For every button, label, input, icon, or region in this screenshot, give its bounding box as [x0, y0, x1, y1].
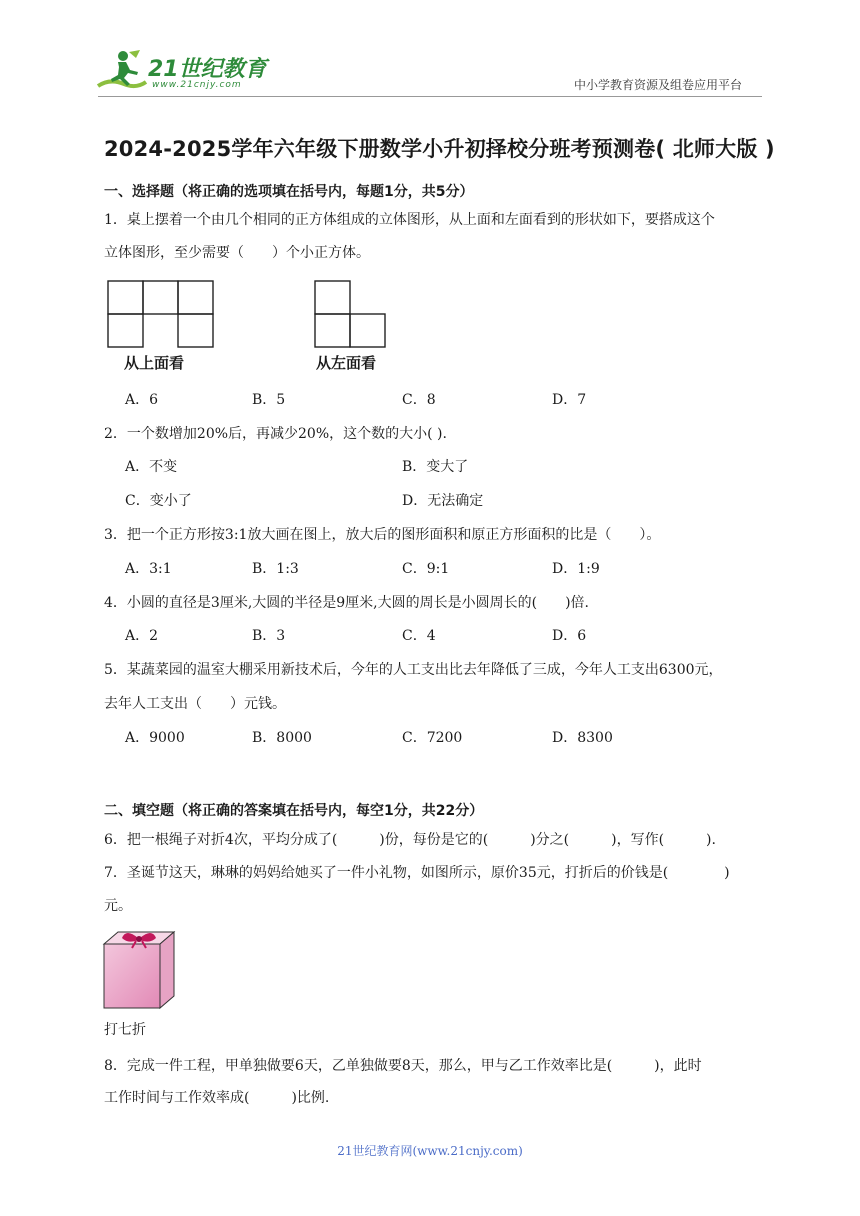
q4-option-a[interactable]: A．2	[125, 628, 159, 644]
question-2: 2．一个数增加20%后，再减少20%，这个数的大小( ).	[104, 426, 447, 442]
question-7-line1: 7．圣诞节这天，琳琳的妈妈给她买了一件小礼物，如图所示，原价35元，打折后的价钱是( )	[104, 865, 730, 881]
question-7-line2: 元。	[104, 898, 132, 914]
top-view-figure	[107, 280, 215, 350]
footer-link[interactable]: 21世纪教育网(www.21cnjy.com)	[337, 1144, 523, 1158]
q5-option-b[interactable]: B．8000	[252, 730, 312, 746]
platform-name: 中小学教育资源及组卷应用平台	[574, 78, 743, 92]
question-6: 6．把一根绳子对折4次，平均分成了( )份，每份是它的( )分之( )，写作( ).	[104, 832, 716, 848]
header-divider	[98, 96, 762, 97]
q2-option-b[interactable]: B．变大了	[402, 459, 469, 475]
question-5-line1: 5．某蔬菜园的温室大棚采用新技术后，今年的人工支出比去年降低了三成，今年人工支出6300元，	[104, 662, 723, 678]
q1-option-d[interactable]: D．7	[552, 392, 587, 408]
site-logo[interactable]	[96, 48, 266, 94]
question-8-line2: 工作时间与工作效率成( )比例.	[104, 1090, 330, 1106]
question-1-line2: 立体图形，至少需要（ ）个小正方体。	[104, 245, 370, 261]
question-4: 4．小圆的直径是3厘米,大圆的半径是9厘米,大圆的周长是小圆周长的( )倍.	[104, 595, 589, 611]
q1-option-b[interactable]: B．5	[252, 392, 286, 408]
section-1-heading: 一、选择题（将正确的选项填在括号内，每题1分，共5分）	[104, 184, 474, 200]
q2-option-a[interactable]: A．不变	[125, 459, 178, 475]
logo-url: www.21cnjy.com	[152, 80, 242, 90]
page-title: 2024-2025学年六年级下册数学小升初择校分班考预测卷( 北师大版 )	[104, 137, 775, 161]
question-5-line2: 去年人工支出（ ）元钱。	[104, 696, 286, 712]
q4-option-b[interactable]: B．3	[252, 628, 286, 644]
q2-option-c[interactable]: C．变小了	[125, 493, 192, 509]
q3-option-d[interactable]: D．1:9	[552, 561, 600, 577]
gift-box-figure	[102, 928, 178, 1012]
gift-discount-caption: 打七折	[104, 1022, 146, 1038]
q1-option-c[interactable]: C．8	[402, 392, 436, 408]
q5-option-a[interactable]: A．9000	[125, 730, 185, 746]
left-view-figure	[314, 280, 388, 350]
logo-text: 21世纪教育	[148, 57, 267, 82]
section-2-heading: 二、填空题（将正确的答案填在括号内，每空1分，共22分）	[104, 803, 484, 819]
q4-option-d[interactable]: D．6	[552, 628, 587, 644]
q3-option-a[interactable]: A．3:1	[125, 561, 172, 577]
top-view-label: 从上面看	[124, 354, 185, 372]
q3-option-b[interactable]: B．1:3	[252, 561, 299, 577]
question-8-line1: 8．完成一件工程，甲单独做要6天，乙单独做要8天，那么，甲与乙工作效率比是( )，此时	[104, 1058, 702, 1074]
runner-logo-icon	[96, 48, 148, 92]
q5-option-c[interactable]: C．7200	[402, 730, 463, 746]
q4-option-c[interactable]: C．4	[402, 628, 436, 644]
question-3: 3．把一个正方形按3:1放大画在图上，放大后的图形面积和原正方形面积的比是（ ）。	[104, 527, 661, 543]
left-view-label: 从左面看	[316, 354, 377, 372]
q1-option-a[interactable]: A．6	[125, 392, 159, 408]
q2-option-d[interactable]: D．无法确定	[402, 493, 484, 509]
q5-option-d[interactable]: D．8300	[552, 730, 613, 746]
q3-option-c[interactable]: C．9:1	[402, 561, 450, 577]
question-1-line1: 1．桌上摆着一个由几个相同的正方体组成的立体图形，从上面和左面看到的形状如下，要搭成这个	[104, 212, 715, 228]
